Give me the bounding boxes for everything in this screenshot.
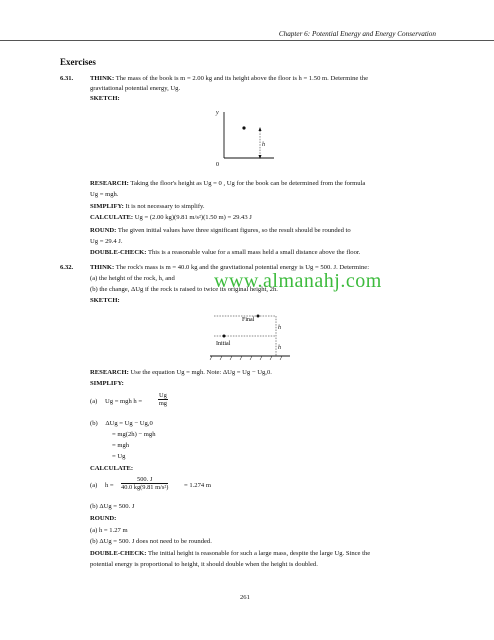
page-number: 261	[240, 594, 250, 601]
part-a-label: (a)	[90, 398, 98, 405]
ex632-simplify-b2: = mg(2h) − mgh	[112, 431, 156, 438]
height-label-lower: h	[278, 345, 281, 351]
ex632-simplify-b4: = Ug	[112, 453, 126, 460]
ex632-sketch-diagram	[210, 306, 300, 366]
ex631-research-line2: Ug = mgh.	[90, 191, 119, 198]
fraction-denominator: 40.0 kg(9.81 m/s²)	[121, 484, 169, 491]
ground-hatch	[210, 356, 212, 360]
simplify-b-line1: ΔUg = Ug − Ug,0	[105, 420, 153, 427]
final-label: Final	[242, 317, 255, 323]
part-b-label: (b)	[90, 420, 98, 427]
rock-initial-point	[223, 335, 226, 338]
ex631-round-line2: Ug = 29.4 J.	[90, 238, 123, 245]
calculate-text: Ug = (2.00 kg)(9.81 m/s²)(1.50 m) = 29.43 J	[134, 214, 252, 221]
ex632-round-a: (a) h = 1.27 m	[90, 527, 128, 534]
ex632-round-label: ROUND:	[90, 515, 117, 522]
exercise-number-632: 6.32.	[60, 264, 74, 271]
height-label-upper: h	[278, 325, 281, 331]
section-title: Exercises	[60, 57, 96, 67]
ex632-think-b: (b) the change, ΔUg if the rock is raised to twice its original height, 2h.	[90, 286, 278, 293]
ex632-research	[90, 369, 272, 377]
arrow-up-icon	[259, 127, 262, 131]
double-check-text: The initial height is reasonable for such a large mass, despite the large Ug. Since the	[147, 550, 371, 557]
book-point	[242, 126, 245, 129]
round-text: The given initial values have three significant figures, so the result should be rounded to	[117, 227, 351, 234]
research-text: Use the equation Ug = mgh. Note: ΔUg = Ug − Ug,0.	[130, 369, 272, 376]
simplify-label: SIMPLIFY:	[90, 203, 124, 210]
think-text: The mass of the book is m = 2.00 kg and its height above the floor is h = 1.50 m. Determine the	[115, 75, 368, 82]
origin-label: 0	[216, 162, 219, 168]
ex631-simplify	[90, 203, 205, 211]
axis-y-label: y	[216, 110, 219, 116]
ex632-calc-b: (b) ΔUg = 500. J	[90, 503, 135, 510]
research-label: RESEARCH:	[90, 180, 129, 187]
ex632-double-check-line2: potential energy is proportional to height, it should double when the height is doubled.	[90, 561, 318, 568]
round-label: ROUND:	[90, 227, 117, 234]
double-check-label: DOUBLE-CHECK:	[90, 550, 147, 557]
ex631-sketch-diagram	[214, 108, 284, 168]
ex631-think	[90, 75, 368, 83]
part-a-label: (a)	[90, 482, 98, 489]
calc-a-fraction	[121, 476, 168, 491]
ex632-sketch-label: SKETCH:	[90, 297, 120, 304]
think-label: THINK:	[90, 75, 115, 82]
double-check-label: DOUBLE-CHECK:	[90, 249, 147, 256]
initial-label: Initial	[216, 341, 231, 347]
height-label: h	[262, 142, 265, 148]
think-text: The rock's mass is m = 40.0 kg and the gravitational potential energy is Ug = 500. J. Determine:	[115, 264, 370, 271]
ex631-round	[90, 227, 351, 235]
ex632-simplify-b1	[90, 420, 153, 428]
fraction-denominator: mg	[158, 400, 167, 407]
simplify-a-fraction	[158, 392, 168, 407]
fraction-numerator: Ug	[159, 392, 167, 399]
calculate-label: CALCULATE:	[90, 214, 134, 221]
watermark: www.almanahj.com	[214, 270, 382, 292]
ex632-simplify-b3: = mgh	[112, 442, 130, 449]
page-header	[0, 0, 494, 41]
ex632-simplify-a	[90, 398, 142, 406]
ex631-think-line2: gravitational potential energy, Ug.	[90, 85, 181, 92]
ex632-round-b: (b) ΔUg = 500. J does not need to be rounded.	[90, 538, 212, 545]
fraction-numerator: 500. J	[121, 476, 168, 484]
ex631-research	[90, 180, 365, 188]
think-label: THINK:	[90, 264, 115, 271]
calc-a-lhs: h =	[104, 482, 114, 489]
exercise-number-631: 6.31.	[60, 75, 74, 82]
ex631-double-check	[90, 249, 360, 257]
ex632-double-check	[90, 550, 370, 558]
research-text: Taking the floor's height as Ug = 0 , Ug for the book can be determined from the formula	[130, 180, 366, 187]
ex632-think-a: (a) the height of the rock, h, and	[90, 275, 175, 282]
ex632-simplify-label: SIMPLIFY:	[90, 380, 124, 387]
ex632-calculate-label: CALCULATE:	[90, 465, 134, 472]
ex632-calc-a	[90, 482, 114, 490]
research-label: RESEARCH:	[90, 369, 129, 376]
rock-final-point	[257, 315, 260, 318]
double-check-text: This is a reasonable value for a small mass held a small distance above the floor.	[147, 249, 361, 256]
chapter-title: Chapter 6: Potential Energy and Energy Conservation	[278, 30, 436, 38]
simplify-a-text: Ug = mgh h =	[104, 398, 143, 405]
ex631-calculate	[90, 214, 252, 222]
simplify-text: It is not necessary to simplify.	[125, 203, 205, 210]
calc-a-result: = 1.274 m	[184, 482, 211, 489]
ex631-sketch-label: SKETCH:	[90, 95, 120, 102]
